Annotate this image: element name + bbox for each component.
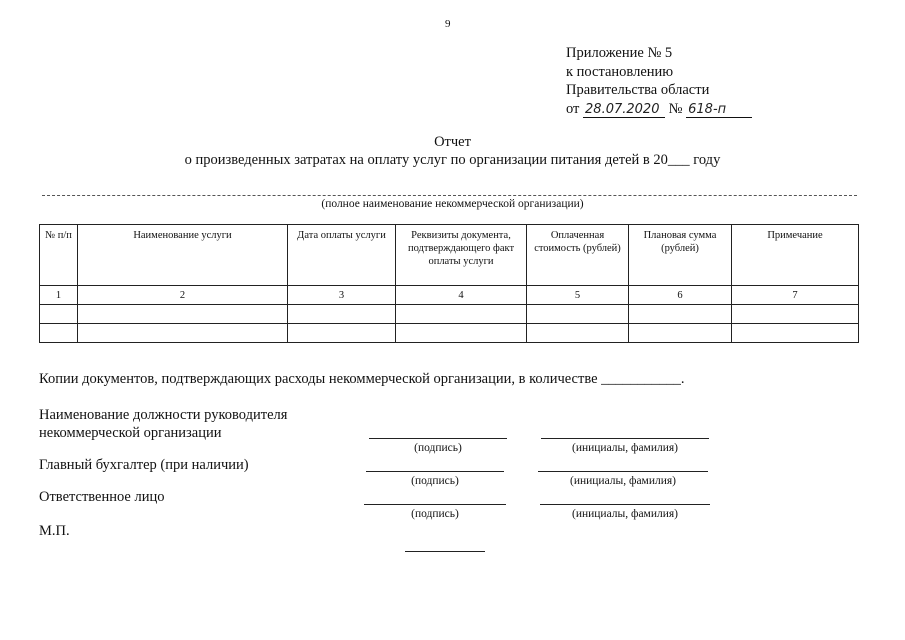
table-cell[interactable]	[629, 305, 732, 324]
table-cell[interactable]	[40, 324, 78, 343]
responsible-name-line[interactable]	[540, 504, 710, 505]
column-number: 5	[527, 286, 629, 305]
table-cell[interactable]	[732, 324, 859, 343]
col-header-date: Дата оплаты услуги	[288, 225, 396, 286]
handwritten-date: 28.07.2020	[583, 103, 665, 118]
head-position-label-2: некоммерческой организации	[39, 425, 222, 441]
responsible-name-caption: (инициалы, фамилия)	[571, 508, 679, 520]
responsible-label: Ответственное лицо	[39, 489, 165, 505]
appendix-block	[566, 44, 752, 118]
accountant-name-line[interactable]	[538, 471, 708, 472]
accountant-signature-line[interactable]	[366, 471, 504, 472]
table-cell[interactable]	[732, 305, 859, 324]
head-signature-line[interactable]	[369, 438, 507, 439]
report-table	[39, 224, 859, 343]
responsible-signature-line[interactable]	[364, 504, 506, 505]
table-header-row	[40, 225, 859, 286]
col-header-document: Реквизиты документа, подтверждающего факт оплаты услуги	[396, 225, 527, 286]
table-row	[40, 305, 859, 324]
appendix-date-line	[566, 100, 752, 119]
report-subtitle: о произведенных затратах на оплату услуг по организации питания детей в 20___ году	[184, 152, 721, 168]
table-cell[interactable]	[629, 324, 732, 343]
col-header-note: Примечание	[732, 225, 859, 286]
accountant-label: Главный бухгалтер (при наличии)	[39, 457, 249, 473]
column-number: 4	[396, 286, 527, 305]
date-line[interactable]	[405, 551, 485, 552]
col-header-service: Наименование услуги	[78, 225, 288, 286]
table-cell[interactable]	[527, 305, 629, 324]
from-label: от	[566, 100, 580, 117]
copies-statement: Копии документов, подтверждающих расходы некоммерческой организации, в количестве ___________.	[39, 371, 685, 387]
appendix-authority: Правительства области	[566, 82, 710, 98]
org-name-caption: (полное наименование некоммерческой организации)	[321, 198, 584, 210]
col-header-paid: Оплаченная стоимость (рублей)	[527, 225, 629, 286]
appendix-title: Приложение № 5	[566, 45, 673, 61]
column-number-row	[40, 286, 859, 305]
col-header-planned: Плановая сумма (рублей)	[629, 225, 732, 286]
column-number: 3	[288, 286, 396, 305]
table-cell[interactable]	[78, 305, 288, 324]
table-cell[interactable]	[40, 305, 78, 324]
column-number: 7	[732, 286, 859, 305]
table-cell[interactable]	[396, 305, 527, 324]
appendix-ref: к постановлению	[566, 63, 674, 80]
report-title: Отчет	[434, 134, 471, 150]
handwritten-number: 618-п	[686, 103, 752, 118]
table-cell[interactable]	[288, 305, 396, 324]
accountant-name-caption: (инициалы, фамилия)	[569, 475, 677, 487]
accountant-signature-caption: (подпись)	[411, 475, 459, 487]
number-label: №	[668, 100, 683, 117]
column-number: 6	[629, 286, 732, 305]
head-position-label-1: Наименование должности руководителя	[39, 407, 288, 423]
column-number: 2	[78, 286, 288, 305]
table-cell[interactable]	[396, 324, 527, 343]
responsible-signature-caption: (подпись)	[411, 508, 459, 520]
table-cell[interactable]	[78, 324, 288, 343]
head-name-line[interactable]	[541, 438, 709, 439]
head-signature-caption: (подпись)	[414, 442, 462, 454]
page-number: 9	[445, 18, 451, 30]
table-cell[interactable]	[527, 324, 629, 343]
col-header-number: № п/п	[40, 225, 78, 286]
column-number: 1	[40, 286, 78, 305]
stamp-label: М.П.	[39, 523, 70, 539]
table-row	[40, 324, 859, 343]
table-cell[interactable]	[288, 324, 396, 343]
head-name-caption: (инициалы, фамилия)	[571, 442, 679, 454]
org-name-line	[42, 195, 857, 196]
